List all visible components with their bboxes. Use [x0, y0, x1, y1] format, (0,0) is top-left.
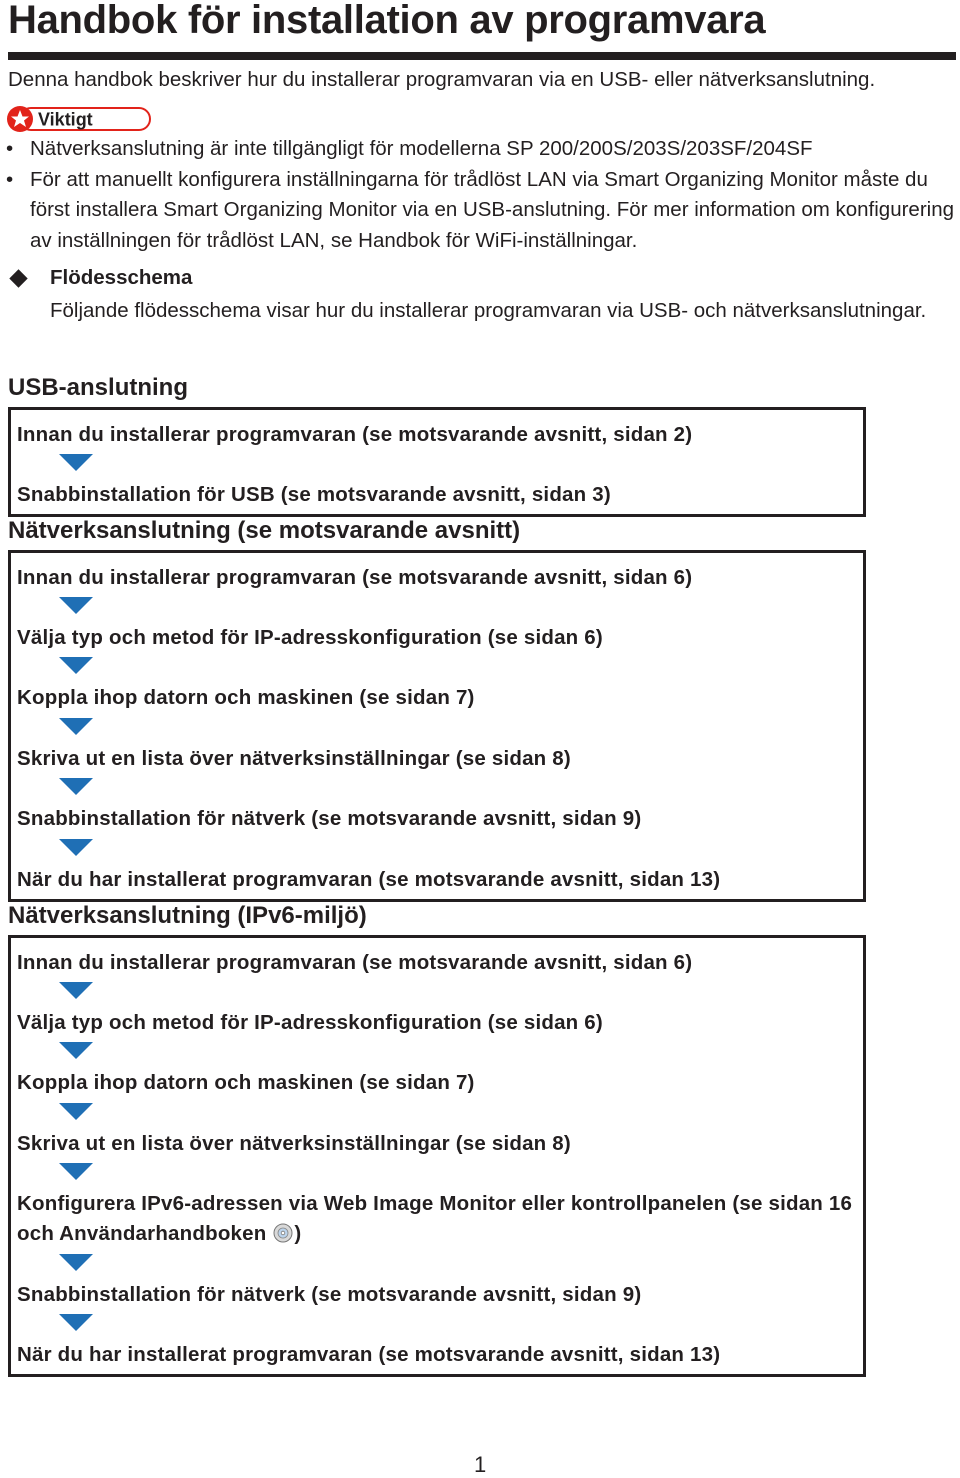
flow-step: Koppla ihop datorn och maskinen (se sidan 7) [17, 1071, 475, 1094]
flow-step: Konfigurera IPv6-adressen via Web Image Monitor eller kontrollpanelen (se sidan 16 och Användarhandboken ) [17, 1192, 853, 1245]
flow-step: Skriva ut en lista över nätverksinställningar (se sidan 8) [17, 747, 571, 770]
triangle-down-icon [59, 839, 93, 856]
flow-step: Innan du installerar programvaran (se motsvarande avsnitt, sidan 6) [17, 951, 693, 974]
section-title-usb: USB-anslutning [8, 374, 188, 401]
triangle-down-icon [59, 982, 93, 999]
triangle-down-icon [59, 657, 93, 674]
triangle-down-icon [59, 597, 93, 614]
flow-box-usb [8, 407, 866, 517]
flow-step: Innan du installerar programvaran (se motsvarande avsnitt, sidan 6) [17, 566, 693, 589]
triangle-down-icon [59, 1042, 93, 1059]
flow-step: Snabbinstallation för nätverk (se motsvarande avsnitt, sidan 9) [17, 1283, 642, 1306]
flow-step: När du har installerat programvaran (se motsvarande avsnitt, sidan 13) [17, 1343, 721, 1366]
important-badge [6, 105, 152, 133]
flow-box-ipv6 [8, 935, 866, 1377]
flow-step: Skriva ut en lista över nätverksinställningar (se sidan 8) [17, 1132, 571, 1155]
flow-step: Koppla ihop datorn och maskinen (se sidan 7) [17, 686, 475, 709]
list-item: • För att manuellt konfigurera inställningarna för trådlöst LAN via Smart Organizing Monitor måste du först installera Smart Organizing Monitor via en USB-anslutning. För mer information om konfigurering av inställningen för trådlöst LAN, se Handbok för WiFi-inställningar. [6, 167, 955, 252]
page-title: Handbok för installation av programvara [8, 0, 766, 42]
flow-step: Välja typ och metod för IP-adresskonfiguration (se sidan 6) [17, 626, 603, 649]
important-list [6, 134, 956, 256]
list-item: • Nätverksanslutning är inte tillgängligt för modellerna SP 200/200S/203S/203SF/204SF [6, 137, 813, 160]
flow-box-network [8, 550, 866, 902]
flow-step: Välja typ och metod för IP-adresskonfiguration (se sidan 6) [17, 1011, 603, 1034]
important-label: Viktigt [38, 109, 93, 130]
triangle-down-icon [59, 454, 93, 471]
title-rule [8, 52, 956, 60]
section-title-network: Nätverksanslutning (se motsvarande avsnitt) [8, 517, 521, 544]
flow-step: Innan du installerar programvaran (se motsvarande avsnitt, sidan 2) [17, 423, 693, 446]
flowchart-heading: Flödesschema [50, 266, 193, 289]
intro-text: Denna handbok beskriver hur du installerar programvaran via en USB- eller nätverksanslutning. [8, 68, 876, 91]
flow-step: När du har installerat programvaran (se motsvarande avsnitt, sidan 13) [17, 868, 721, 891]
triangle-down-icon [59, 1163, 93, 1180]
flow-step: Snabbinstallation för nätverk (se motsvarande avsnitt, sidan 9) [17, 807, 642, 830]
page-number: 1 [474, 1452, 487, 1477]
triangle-down-icon [59, 1314, 93, 1331]
triangle-down-icon [59, 1103, 93, 1120]
triangle-down-icon [59, 1254, 93, 1271]
cd-rom-icon [273, 1223, 293, 1243]
flowchart-description: Följande flödesschema visar hur du installerar programvaran via USB- och nätverksanslutningar. [50, 299, 927, 322]
diamond-bullet-icon [9, 269, 27, 287]
section-title-ipv6: Nätverksanslutning (IPv6-miljö) [8, 902, 367, 929]
triangle-down-icon [59, 778, 93, 795]
triangle-down-icon [59, 718, 93, 735]
flow-step: Snabbinstallation för USB (se motsvarande avsnitt, sidan 3) [17, 483, 611, 506]
